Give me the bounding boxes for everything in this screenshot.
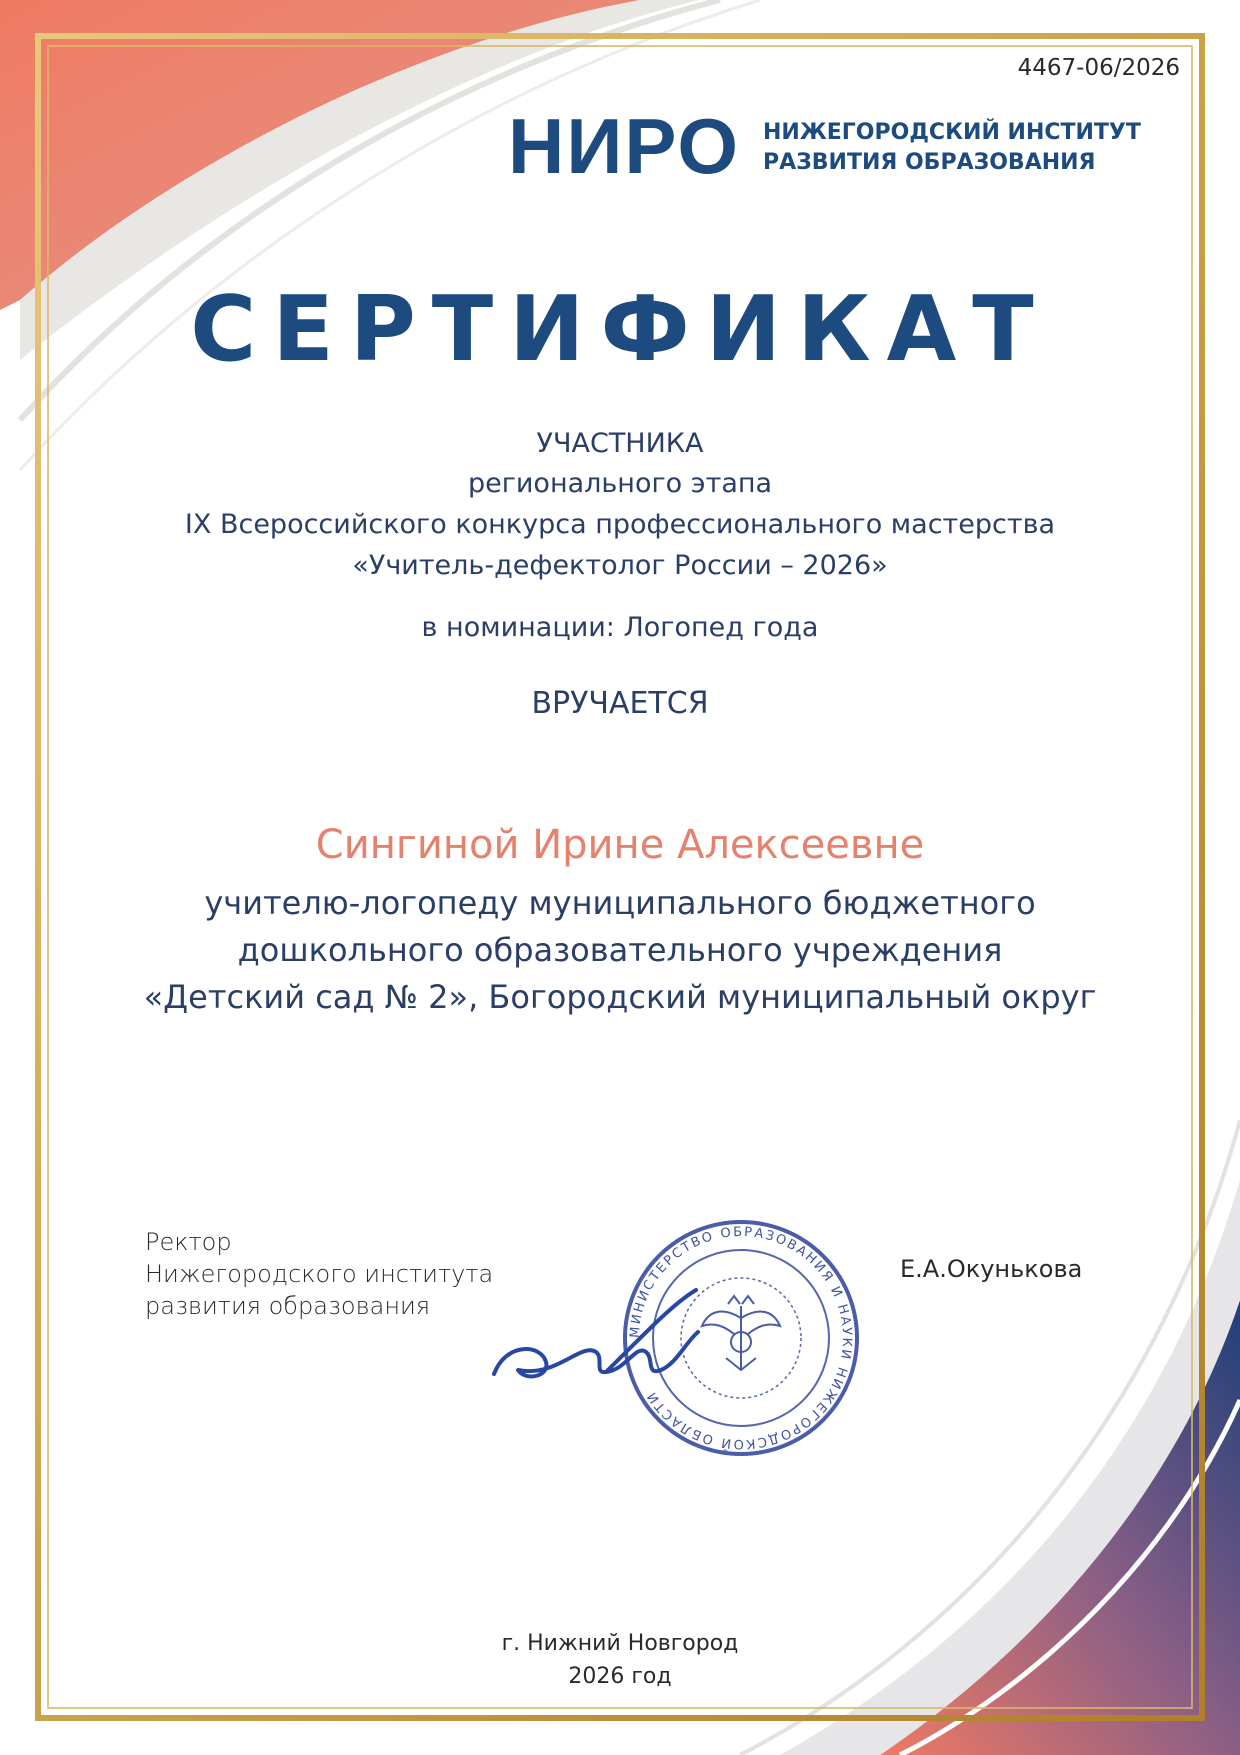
footer-city: г. Нижний Новгород (501, 1631, 739, 1656)
subtitle-participant: УЧАСТНИКА (536, 428, 704, 459)
niro-logo-mark: НИРО (508, 102, 741, 190)
position-line-3: «Детский сад № 2», Богородский муниципальный округ (143, 978, 1097, 1016)
subtitle-contest: IX Всероссийского конкурса профессионального мастерства (184, 509, 1056, 540)
institute-name-logo (763, 118, 1141, 178)
signatory-role-line-1: Ректор (145, 1228, 232, 1256)
logo-line-2: РАЗВИТИЯ ОБРАЗОВАНИЯ (763, 150, 1096, 175)
recipient-position (0, 880, 1240, 1021)
signatory-role-line-2: Нижегородского института (145, 1260, 494, 1288)
position-line-1: учителю-логопеду муниципального бюджетного (204, 884, 1036, 922)
signatory-role (145, 1226, 493, 1322)
document-number: 4467-06/2026 (1017, 55, 1180, 81)
certificate-title: СЕРТИФИКАТ (190, 277, 1050, 382)
signatory-role-line-3: развития образования (145, 1292, 431, 1320)
footer-year: 2026 год (568, 1664, 672, 1689)
signature-mark (486, 1282, 706, 1392)
nomination: в номинации: Логопед года (421, 612, 819, 643)
subtitle-contest-name: «Учитель-дефектолог России – 2026» (352, 550, 888, 581)
awarded-label: ВРУЧАЕТСЯ (531, 686, 709, 721)
footer (0, 1627, 1240, 1693)
recipient-name: Сингиной Ирине Алексеевне (315, 822, 925, 868)
logo-line-1: НИЖЕГОРОДСКИЙ ИНСТИТУТ (763, 120, 1141, 145)
subtitle-stage: регионального этапа (467, 468, 773, 499)
signatory-name: Е.А.Окунькова (900, 1255, 1083, 1283)
seal-text: МИНИСТЕРСТВО ОБРАЗОВАНИЯ И НАУКИ НИЖЕГОРОДСКОЙ ОБЛАСТИ (627, 1224, 855, 1452)
position-line-2: дошкольного образовательного учреждения (237, 931, 1003, 969)
